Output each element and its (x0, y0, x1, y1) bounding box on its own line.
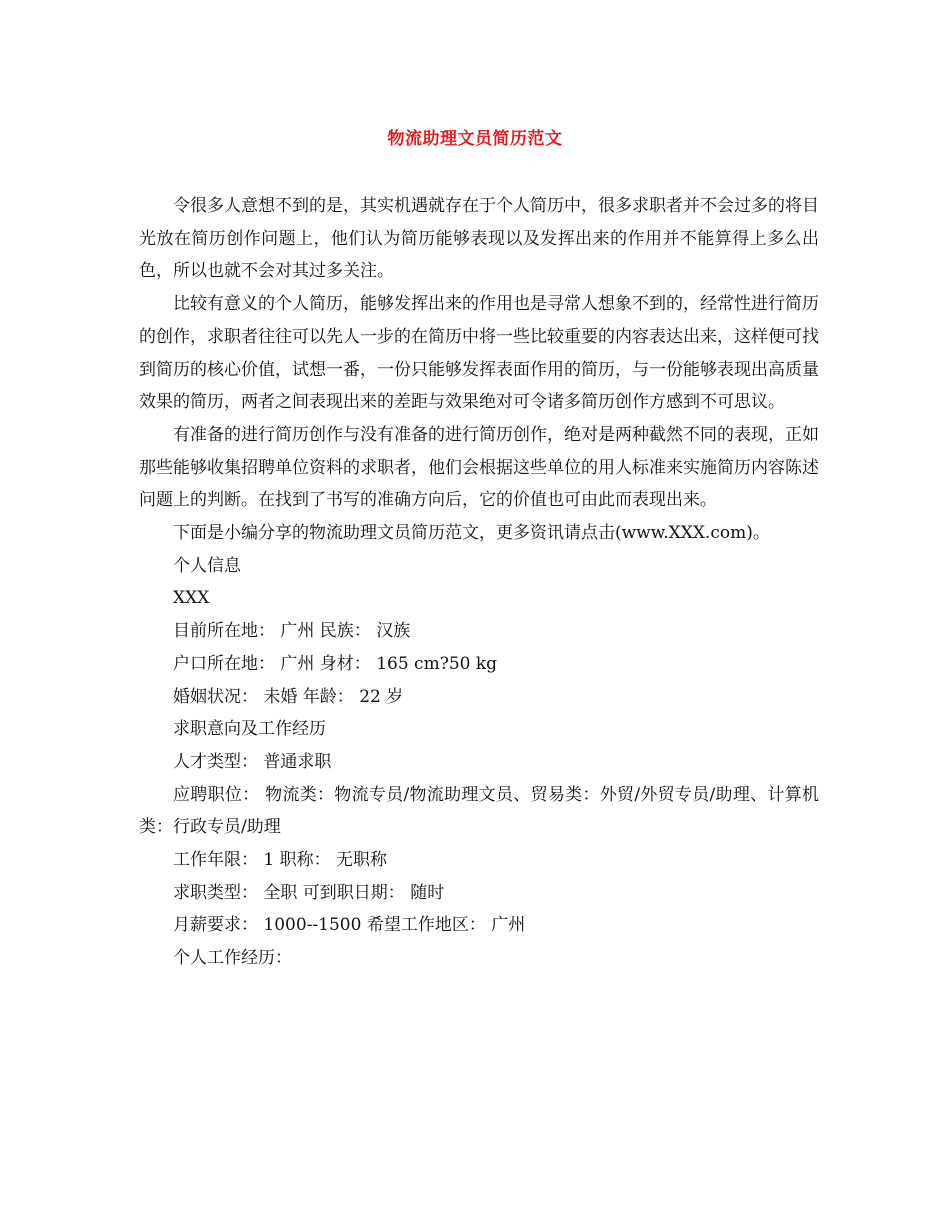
job-type-line: 求职类型： 全职 可到职日期： 随时 (173, 882, 445, 903)
candidate-name: XXX (173, 588, 210, 609)
intro-paragraph-1: 令很多人意想不到的是，其实机遇就存在于个人简历中，很多求职者并不会过多的将目光放在简历创作问题上，他们认为简历能够表现以及发挥出来的作用并不能算得上多么出色，所以也就不会对其过多关注。 (139, 196, 819, 282)
work-experience-heading: 个人工作经历： (173, 948, 292, 969)
intro-paragraph-4: 下面是小编分享的物流助理文员简历范文，更多资讯请点击(www.XXX.com)。 (173, 523, 770, 544)
talent-type-line: 人才类型： 普通求职 (173, 751, 332, 772)
intention-heading: 求职意向及工作经历 (173, 719, 326, 740)
marital-line: 婚姻状况： 未婚 年龄： 22 岁 (173, 686, 404, 707)
location-line: 目前所在地： 广州 民族： 汉族 (173, 621, 411, 642)
position-line: 应聘职位： 物流类：物流专员/物流助理文员、贸易类：外贸/外贸专员/助理、计算机类：行政专员/助理 (139, 784, 819, 838)
document-title: 物流助理文员简历范文 (387, 129, 563, 149)
intro-paragraph-3: 有准备的进行简历创作与没有准备的进行简历创作，绝对是两种截然不同的表现，正如那些能够收集招聘单位资料的求职者，他们会根据这些单位的用人标准来实施简历内容陈述问题上的判断。在找到了书写的准确方向后，它的价值也可由此而表现出来。 (139, 424, 819, 511)
hukou-line: 户口所在地： 广州 身材： 165 cm?50 kg (173, 653, 498, 674)
work-years-line: 工作年限： 1 职称： 无职称 (173, 850, 388, 871)
intro-paragraph-2: 比较有意义的个人简历，能够发挥出来的作用也是寻常人想象不到的，经常性进行简历的创作，求职者往往可以先人一步的在简历中将一些比较重要的内容表达出来，这样便可找到简历的核心价值，试想一番，一份只能够发挥表面作用的简历，与一份能够表现出高质量效果的简历，两者之间表现出来的差距与效果绝对可令诸多简历创作方感到不可思议。 (139, 294, 819, 413)
salary-line: 月薪要求： 1000--1500 希望工作地区： 广州 (173, 915, 526, 936)
document-body (139, 190, 819, 975)
personal-info-heading: 个人信息 (173, 555, 241, 576)
